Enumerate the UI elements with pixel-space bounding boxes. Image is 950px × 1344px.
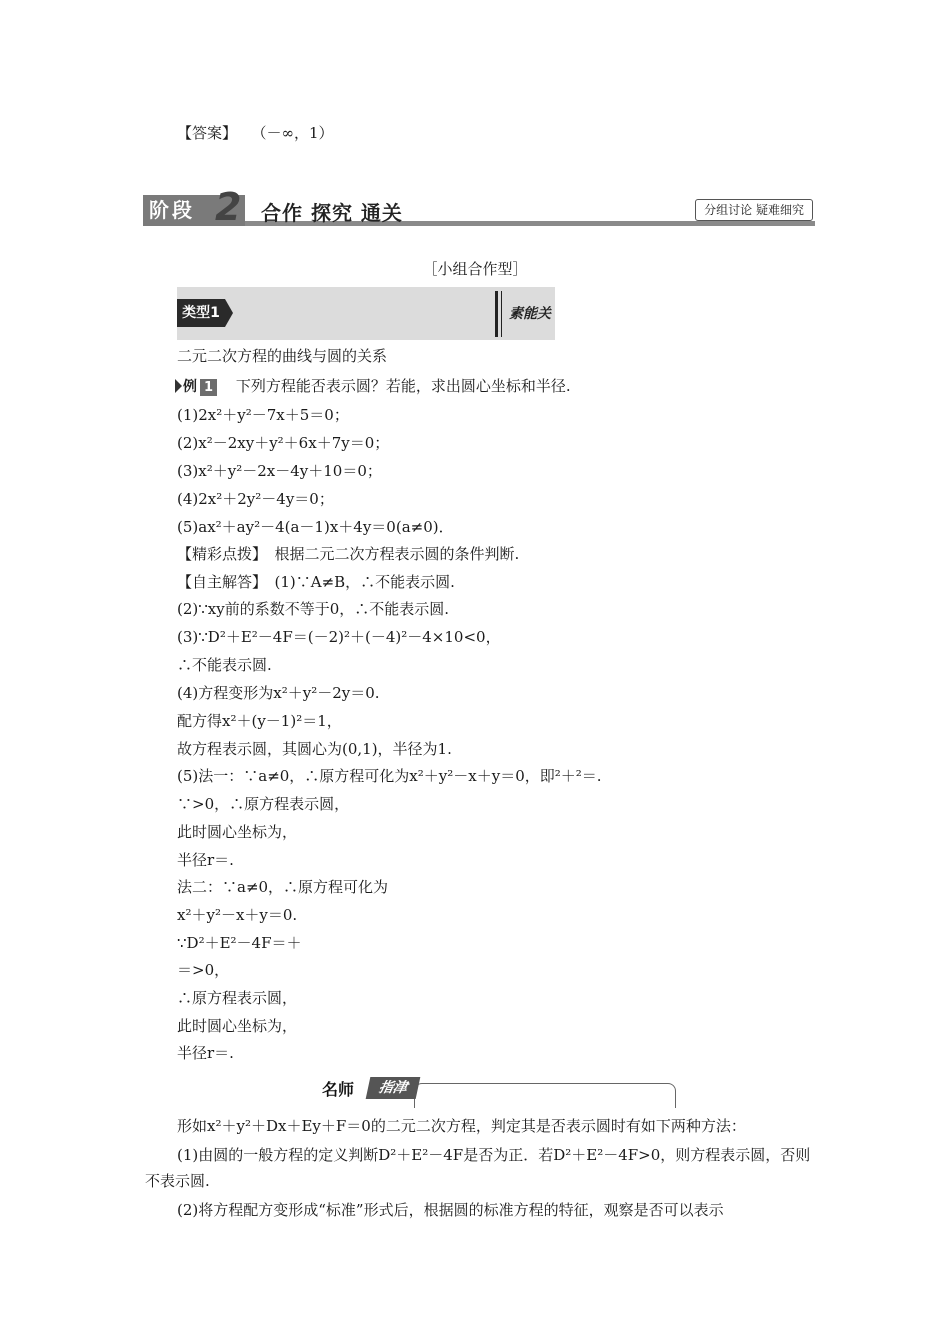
answer-value: （－∞，1） bbox=[259, 124, 334, 142]
type-divider-thin bbox=[501, 291, 502, 337]
answer-label: 【答案】 bbox=[177, 124, 238, 142]
solution-line: (1)2x²＋y²－7x＋5＝0； bbox=[177, 406, 349, 424]
solution-line: 半径r＝. bbox=[177, 1044, 234, 1062]
tip-zhi: 指津 bbox=[366, 1077, 421, 1099]
solution-line: 半径r＝. bbox=[177, 851, 234, 869]
solution-line: 【自主解答】 (1)∵A≠B，∴不能表示圆. bbox=[177, 573, 455, 591]
stage-title: 合作 探究 通关 bbox=[261, 201, 403, 225]
example-question: 下列方程能否表示圆？若能，求出圆心坐标和半径. bbox=[235, 377, 571, 395]
solution-line: (2)x²－2xy＋y²＋6x＋7y＝0； bbox=[177, 434, 390, 452]
answer-line bbox=[177, 122, 334, 143]
example-label: 例 bbox=[183, 379, 197, 395]
tip-ming: 名师 bbox=[322, 1080, 355, 1099]
stage-banner bbox=[143, 185, 815, 229]
example-number: 1 bbox=[200, 379, 217, 396]
solution-line: 配方得x²＋(y－1)²＝1， bbox=[177, 712, 342, 730]
solution-line: (4)方程变形为x²＋y²－2y＝0. bbox=[177, 684, 380, 702]
solution-line: ∵D²＋E²－4F＝＋ bbox=[177, 934, 302, 952]
solution-line: (5)ax²＋ay²－4(a－1)x＋4y＝0(a≠0)． bbox=[177, 518, 454, 536]
example-arrow-icon bbox=[175, 379, 182, 393]
tip-paragraph: (1)由圆的一般方程的定义判断D²＋E²－4F是否为正．若D²＋E²－4F>0，则方程表示圆，否则不表示圆. bbox=[145, 1146, 811, 1190]
tip-frame bbox=[414, 1083, 676, 1108]
stage-tag: 分组讨论 疑难细究 bbox=[695, 199, 813, 221]
solution-line: (3)∵D²＋E²－4F＝(－2)²＋(－4)²－4×10<0， bbox=[177, 628, 501, 646]
solution-line: ＝>0， bbox=[177, 961, 230, 979]
example-tag bbox=[175, 377, 217, 397]
solution-line: ∵>0，∴原方程表示圆， bbox=[177, 795, 350, 813]
type-divider bbox=[495, 291, 498, 337]
stage-number: 2 bbox=[215, 185, 242, 229]
solution-line: x²＋y²－x＋y＝0. bbox=[177, 906, 298, 924]
tip-paragraph: (2)将方程配方变形成“标准”形式后，根据圆的标准方程的特征，观察是否可以表示 bbox=[177, 1201, 724, 1219]
tip-paragraph: 形如x²＋y²＋Dx＋Ey＋F＝0的二元二次方程，判定其是否表示圆时有如下两种方法： bbox=[177, 1117, 746, 1135]
type-label: 类型1 bbox=[177, 299, 225, 327]
type-right-label: 素能关 bbox=[509, 306, 551, 322]
solution-line: ∴原方程表示圆， bbox=[177, 989, 298, 1007]
group-label: ［小组合作型］ bbox=[422, 260, 528, 278]
solution-line: 此时圆心坐标为， bbox=[177, 1017, 298, 1035]
example-line bbox=[175, 376, 571, 397]
solution-line: (3)x²＋y²－2x－4y＋10＝0； bbox=[177, 462, 382, 480]
section-title: 二元二次方程的曲线与圆的关系 bbox=[177, 347, 388, 365]
type-bar bbox=[177, 287, 555, 340]
solution-line: 此时圆心坐标为， bbox=[177, 823, 298, 841]
solution-line: 【精彩点拨】 根据二元二次方程表示圆的条件判断. bbox=[177, 545, 520, 563]
solution-line: (4)2x²＋2y²－4y＝0； bbox=[177, 490, 334, 508]
solution-line: ∴不能表示圆. bbox=[177, 656, 272, 674]
solution-line: (5)法一：∵a≠0，∴原方程可化为x²＋y²－x＋y＝0，即²＋²＝. bbox=[177, 767, 602, 785]
teacher-tip-header bbox=[310, 1073, 676, 1107]
solution-line: (2)∵xy前的系数不等于0，∴不能表示圆. bbox=[177, 600, 450, 618]
type-arrow-icon bbox=[225, 299, 233, 327]
solution-line: 法二：∵a≠0，∴原方程可化为 bbox=[177, 878, 389, 896]
stage-label: 阶段 bbox=[143, 195, 245, 226]
solution-line: 故方程表示圆，其圆心为(0,1)，半径为1. bbox=[177, 740, 452, 758]
